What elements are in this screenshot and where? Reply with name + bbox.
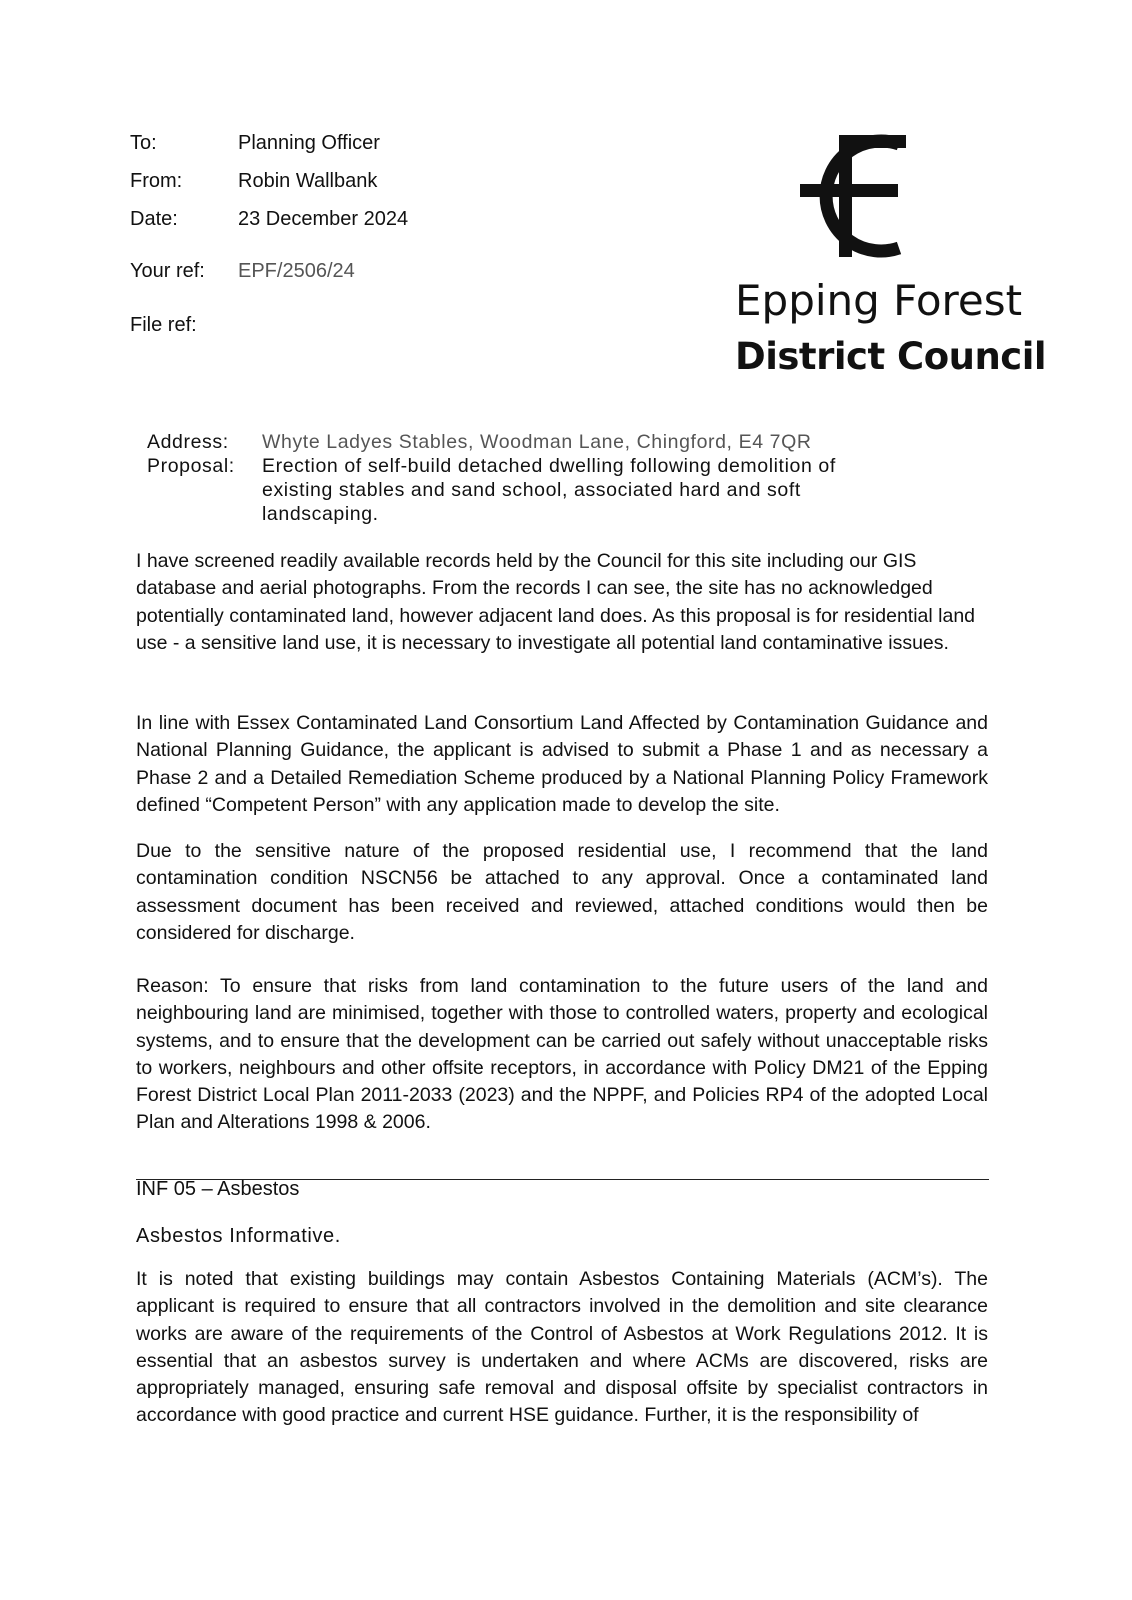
yourref-value: EPF/2506/24	[238, 260, 355, 282]
informative-subheading: Asbestos Informative.	[136, 1225, 341, 1247]
informative-heading: INF 05 – Asbestos	[136, 1178, 300, 1200]
to-label: To:	[130, 132, 157, 154]
date-value: 23 December 2024	[238, 208, 409, 230]
logo-text-district-council: District Council	[735, 335, 1047, 378]
paragraph-guidance: In line with Essex Contaminated Land Consortium Land Affected by Contamination Guidance and National Planning Guidance, the applicant is advised to submit a Phase 1 and as necessary a Phase 2 and a Detailed Remediation Scheme produced by a National Planning Policy Framework defined “Competent Person” with any application made to develop the site.	[136, 712, 988, 816]
paragraph-asbestos: It is noted that existing buildings may contain Asbestos Containing Materials (ACM’s). The applicant is required to ensure that all contractors involved in the demolition and site clearance works are aware of the requirements of the Control of Asbestos at Work Regulations 2012. It is essential that an asbestos survey is undertaken and where ACMs are discovered, risks are appropriately managed, ensuring safe removal and disposal offsite by specialist contractors in accordance with good practice and current HSE guidance. Further, it is the responsibility of	[136, 1268, 988, 1427]
proposal-label: Proposal:	[147, 455, 235, 477]
fileref-label: File ref:	[130, 314, 197, 336]
paragraph-recommendation: Due to the sensitive nature of the proposed residential use, I recommend that the land contamination condition NSCN56 be attached to any approval. Once a contaminated land assessment document has been received and reviewed, attached conditions would then be considered for discharge.	[136, 840, 988, 944]
yourref-label: Your ref:	[130, 260, 205, 282]
ef-monogram-icon	[795, 130, 910, 262]
proposal-value: Erection of self-build detached dwelling following demolition of existing stables and sand school, associated hard and soft landscaping.	[262, 455, 836, 525]
paragraph-screening: I have screened readily available records held by the Council for this site including our GIS database and aerial photographs. From the records I can see, the site has no acknowledged potentially contaminated land, however adjacent land does. As this proposal is for residential land use - a sensitive land use, it is necessary to investigate all potential land contaminative issues.	[136, 550, 976, 654]
address-value: Whyte Ladyes Stables, Woodman Lane, Chingford, E4 7QR	[262, 431, 812, 453]
to-value: Planning Officer	[238, 132, 380, 154]
paragraph-reason: Reason: To ensure that risks from land contamination to the future users of the land and neighbouring land are minimised, together with those to controlled waters, property and ecological systems, and to ensure that the development can be carried out safely without unacceptable risks to workers, neighbours and other offsite receptors, in accordance with Policy DM21 of the Epping Forest District Local Plan 2011-2033 (2023) and the NPPF, and Policies RP4 of the adopted Local Plan and Alterations 1998 & 2006.	[136, 975, 988, 1134]
from-label: From:	[130, 170, 183, 192]
council-logo	[735, 130, 1045, 390]
from-value: Robin Wallbank	[238, 170, 378, 192]
logo-text-epping-forest: Epping Forest	[735, 276, 1023, 325]
date-label: Date:	[130, 208, 178, 230]
address-label: Address:	[147, 431, 229, 453]
